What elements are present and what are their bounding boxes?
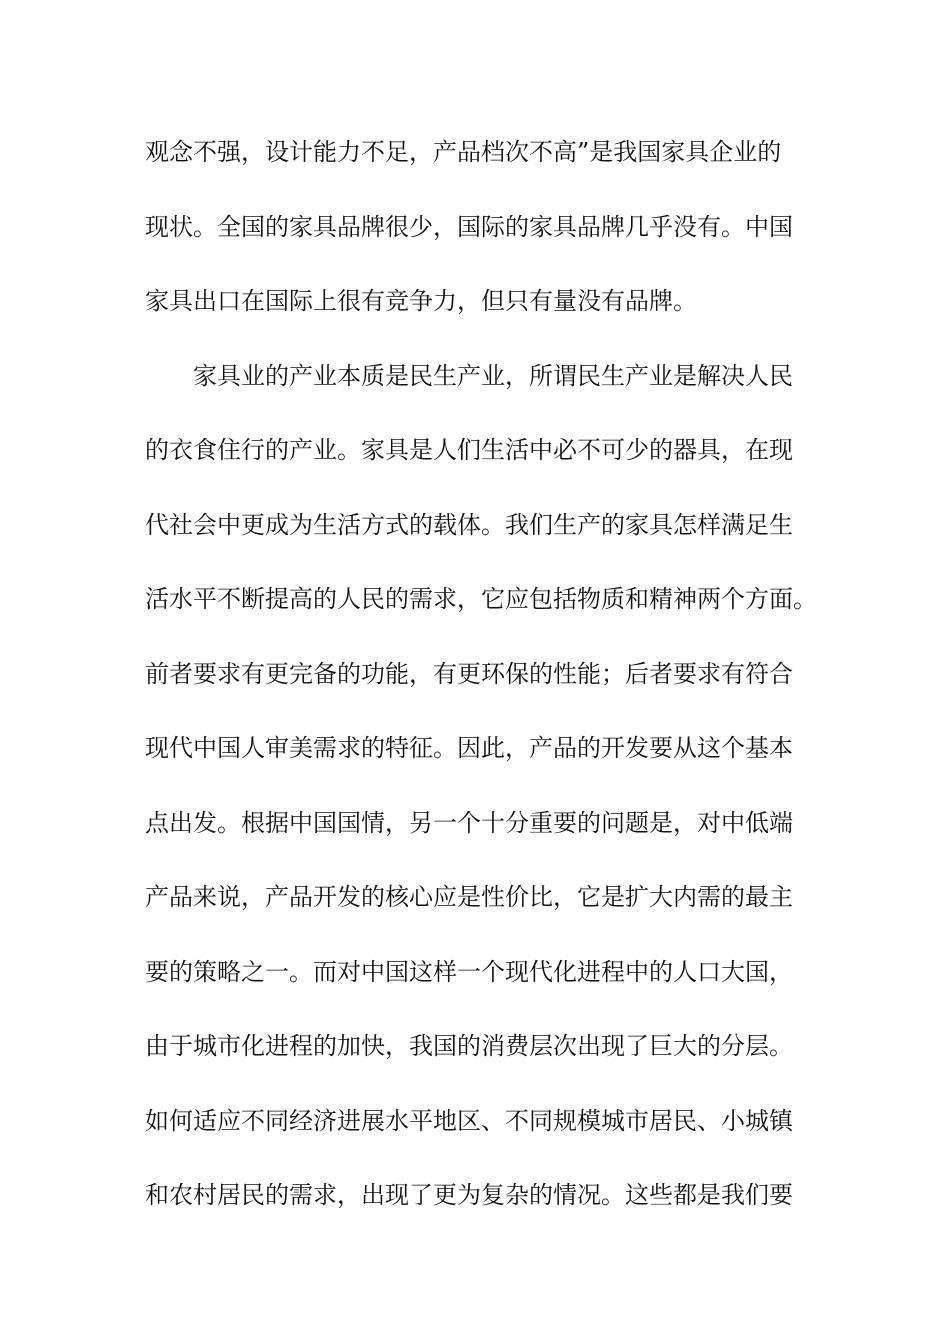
text-line: 代社会中更成为生活方式的载体。我们生产的家具怎样满足生 <box>145 510 793 539</box>
body-text <box>145 130 825 1248</box>
text-line: 现状。全国的家具品牌很少，国际的家具品牌几乎没有。中国 <box>145 212 793 241</box>
text-line: 家具出口在国际上很有竞争力，但只有量没有品牌。 <box>145 287 697 315</box>
text-line: 活水平不断提高的人民的需求，它应包括物质和精神两个方面。 <box>145 585 817 613</box>
text-line: 前者要求有更完备的功能，有更环保的性能；后者要求有符合 <box>145 659 793 688</box>
text-line: 由于城市化进程的加快，我国的消费层次出现了巨大的分层。 <box>145 1032 793 1060</box>
text-line: 产品来说，产品开发的核心应是性价比，它是扩大内需的最主 <box>145 883 793 911</box>
text-line: 和农村居民的需求，出现了更为复杂的情况。这些都是我们要 <box>145 1181 793 1209</box>
text-line: 点出发。根据中国国情，另一个十分重要的问题是，对中低端 <box>145 808 793 837</box>
paragraph-start-line: 家具业的产业本质是民生产业，所谓民生产业是解决人民 <box>193 361 793 390</box>
text-line: 如何适应不同经济进展水平地区、不同规模城市居民、小城镇 <box>145 1106 793 1135</box>
text-line: 要的策略之一。而对中国这样一个现代化进程中的人口大国， <box>145 957 793 986</box>
text-line: 现代中国人审美需求的特征。因此，产品的开发要从这个基本 <box>145 734 793 762</box>
text-line: 的衣食住行的产业。家具是人们生活中必不可少的器具，在现 <box>145 436 793 464</box>
text-line: 观念不强，设计能力不足，产品档次不高”是我国家具企业的 <box>145 138 782 166</box>
